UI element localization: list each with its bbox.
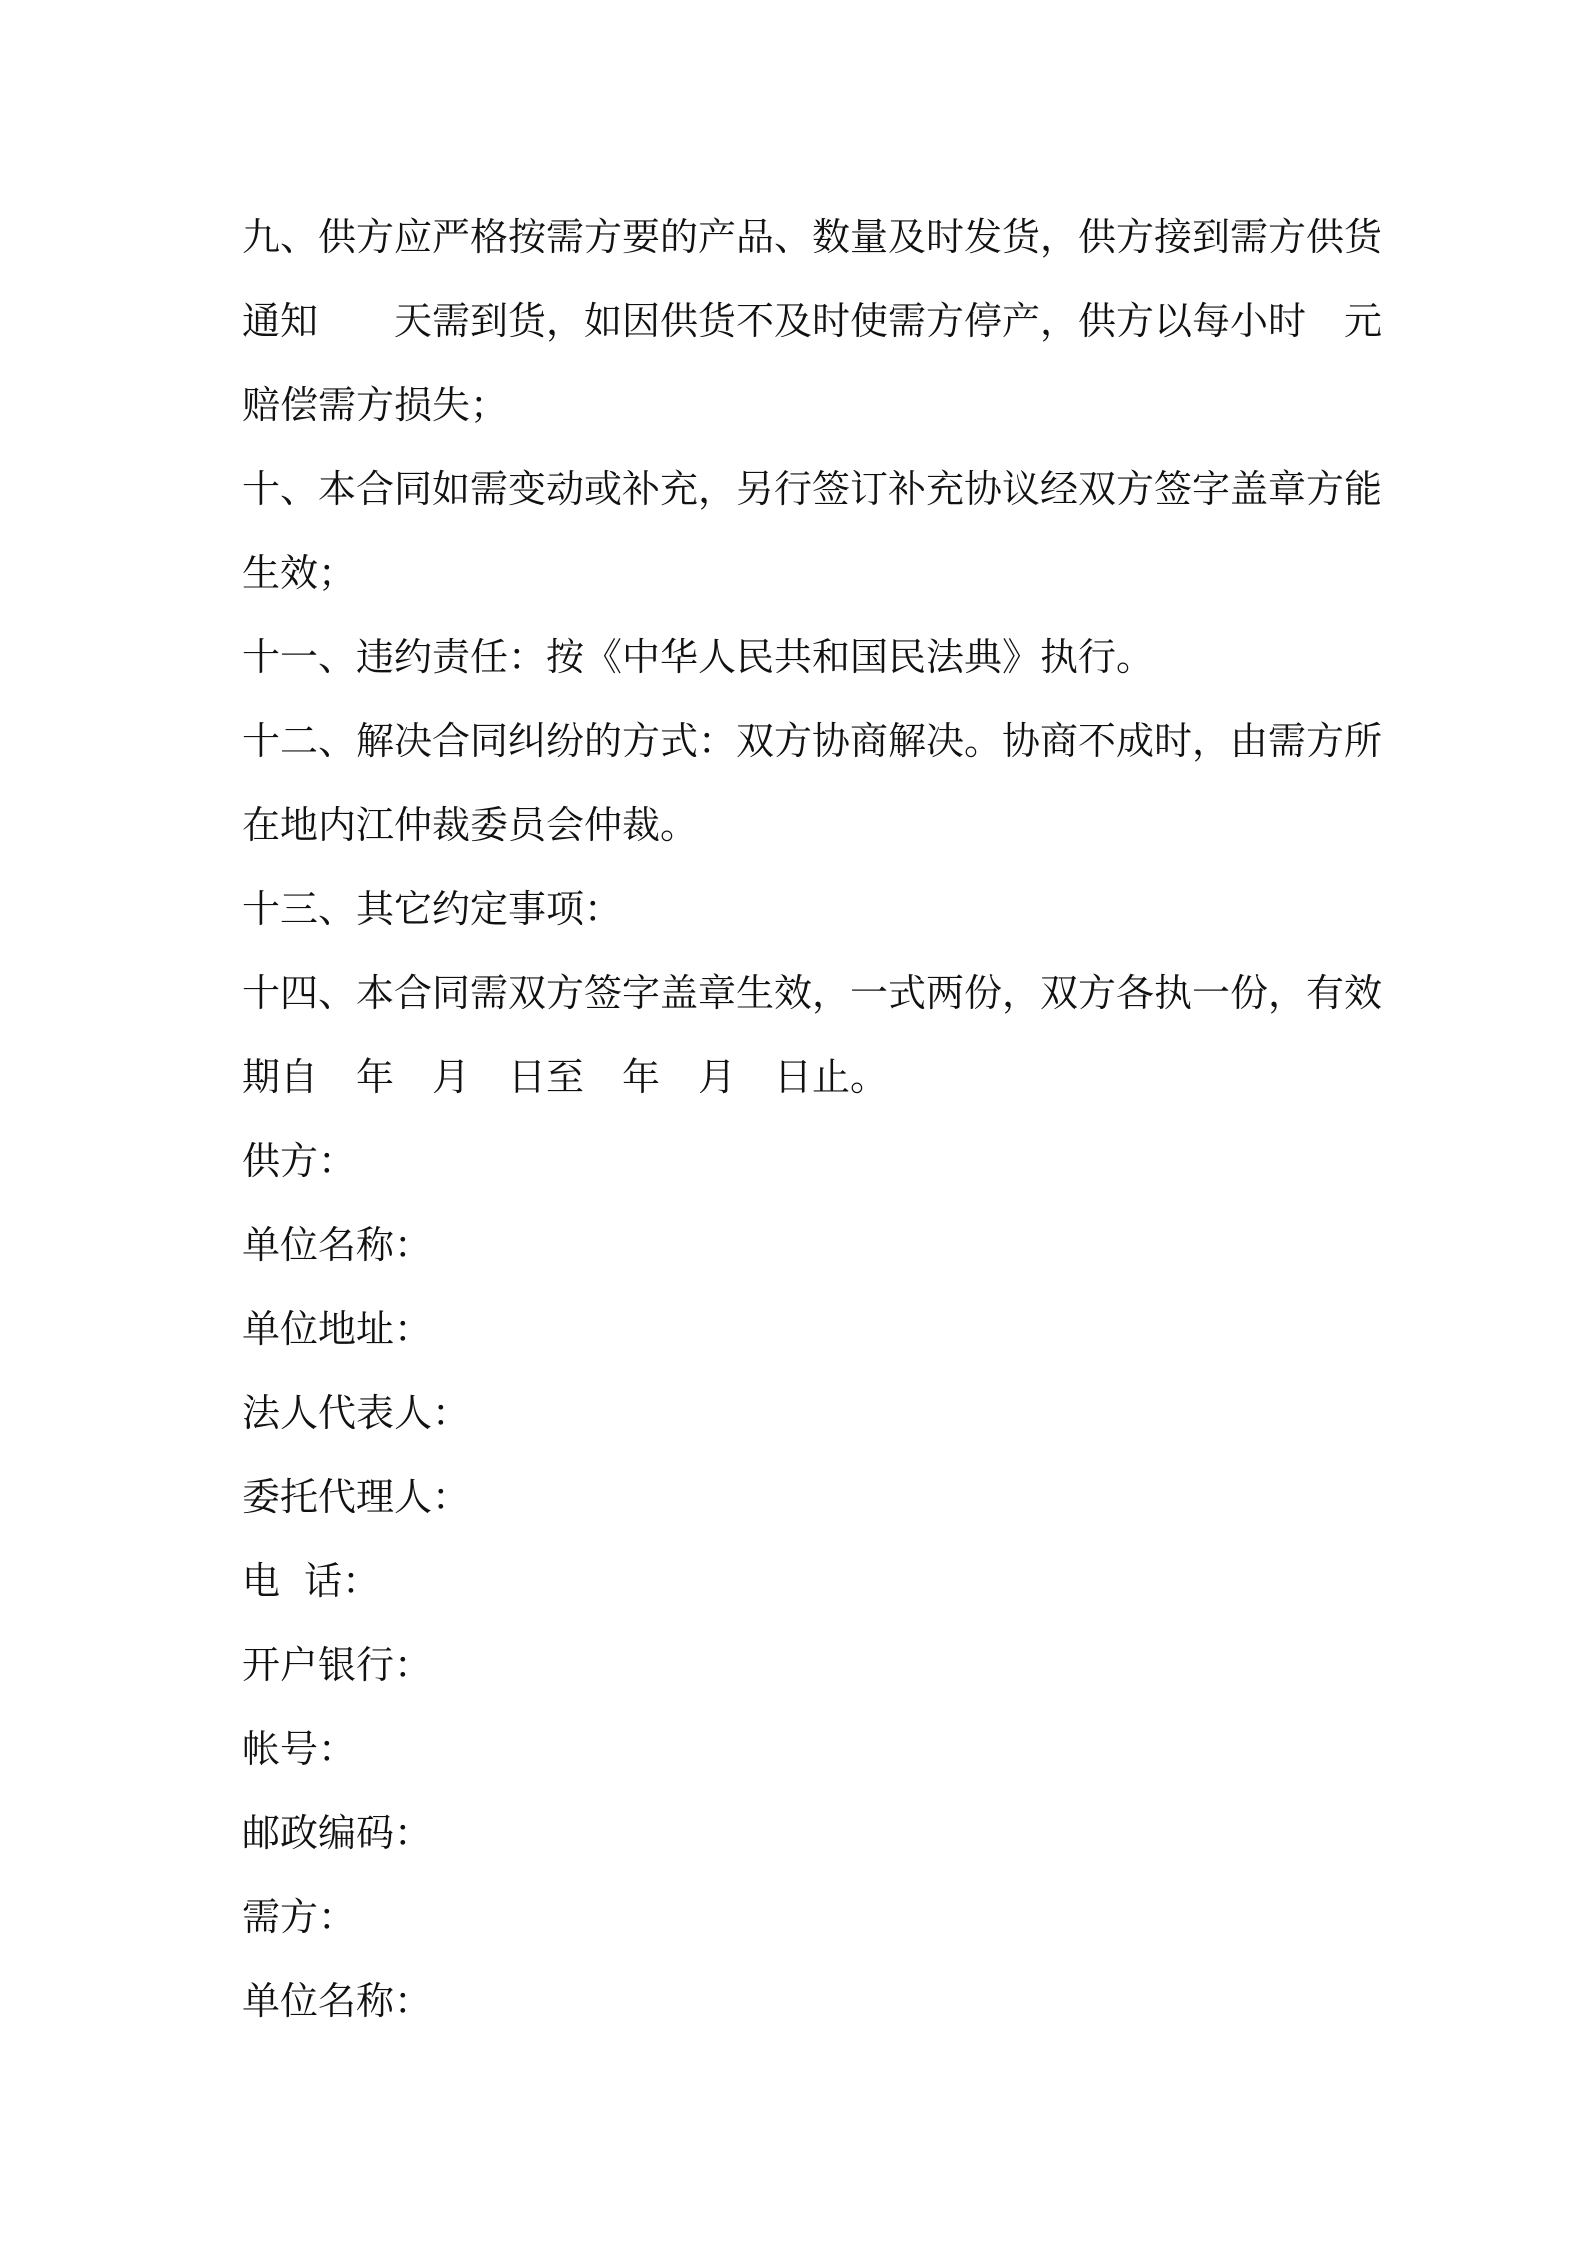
clause-11: 十一、违约责任：按《中华人民共和国民法典》执行。 bbox=[242, 635, 1155, 679]
clause-9-line-1: 九、供方应严格按需方要的产品、数量及时发货，供方接到需方供货 bbox=[242, 215, 1383, 259]
clause-13: 十三、其它约定事项： bbox=[242, 887, 623, 931]
clause-10-line-2: 生效； bbox=[242, 551, 357, 595]
supplier-agent-label: 委托代理人： bbox=[242, 1475, 471, 1519]
supplier-company-name-label: 单位名称： bbox=[242, 1223, 433, 1267]
clause-14-line-1: 十四、本合同需双方签字盖章生效，一式两份，双方各执一份，有效 bbox=[242, 971, 1383, 1015]
clause-12-line-2: 在地内江仲裁委员会仲裁。 bbox=[242, 803, 699, 847]
clause-9-line-2: 通知 天需到货，如因供货不及时使需方停产，供方以每小时 元 bbox=[242, 299, 1383, 343]
supplier-company-address-label: 单位地址： bbox=[242, 1307, 433, 1351]
clause-12-line-1: 十二、解决合同纠纷的方式：双方协商解决。协商不成时，由需方所 bbox=[242, 719, 1383, 763]
buyer-heading: 需方： bbox=[242, 1895, 357, 1939]
supplier-legal-rep-label: 法人代表人： bbox=[242, 1391, 471, 1435]
supplier-bank-label: 开户银行： bbox=[242, 1643, 433, 1687]
supplier-account-label: 帐号： bbox=[242, 1727, 357, 1771]
buyer-company-name-label: 单位名称： bbox=[242, 1979, 433, 2023]
supplier-heading: 供方： bbox=[242, 1139, 357, 1183]
clause-9-line-3: 赔偿需方损失； bbox=[242, 383, 509, 427]
supplier-phone-label: 电 话： bbox=[242, 1559, 381, 1603]
clause-14-line-2: 期自 年 月 日至 年 月 日止。 bbox=[242, 1055, 889, 1099]
contract-text bbox=[242, 195, 1383, 2043]
supplier-postcode-label: 邮政编码： bbox=[242, 1811, 433, 1855]
clause-10-line-1: 十、本合同如需变动或补充，另行签订补充协议经双方签字盖章方能 bbox=[242, 467, 1383, 511]
